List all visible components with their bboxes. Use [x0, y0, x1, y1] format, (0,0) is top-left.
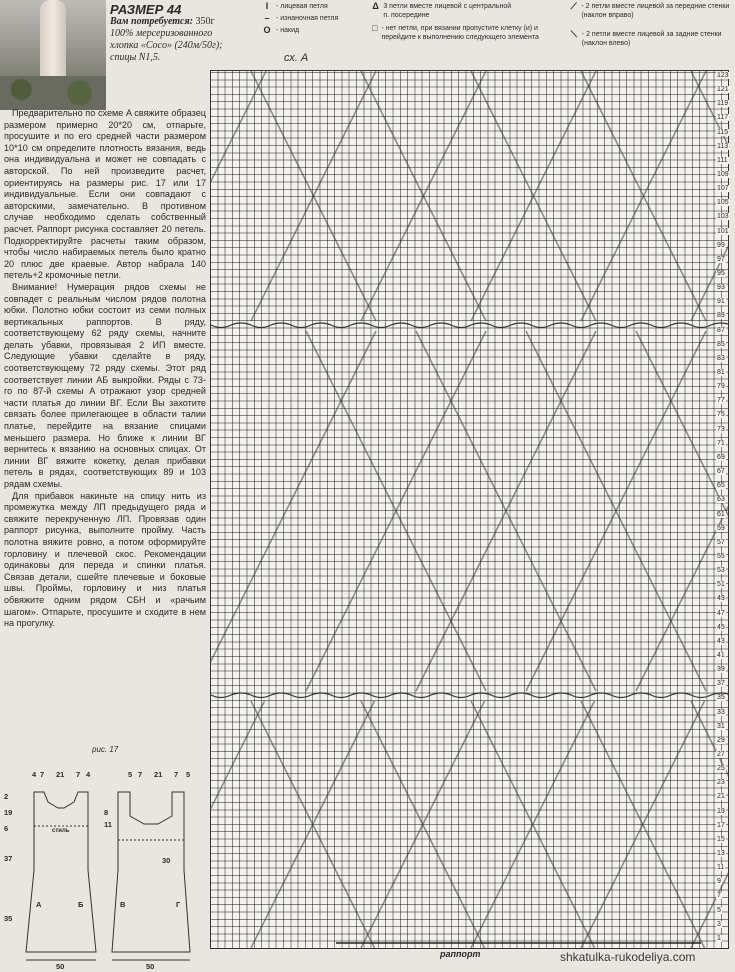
scallop-line: [211, 323, 728, 328]
row-number: 117: [717, 114, 729, 122]
row-number: 27: [717, 750, 725, 758]
yarn-line-1: 100% мерсеризованного: [110, 28, 213, 39]
figure-label: рис. 17: [92, 745, 119, 754]
dress-outline: [0, 762, 210, 967]
row-number: 123: [717, 72, 729, 79]
row-number: 57: [717, 538, 725, 546]
row-number: 1: [717, 934, 721, 942]
row-number: 35: [717, 694, 725, 702]
symbol-legend: [258, 0, 735, 60]
size-title: РАЗМЕР 44: [110, 2, 182, 17]
motif-diagonal: [211, 331, 376, 691]
row-number: 99: [717, 241, 725, 249]
row-number: 5: [717, 906, 721, 914]
row-number: 21: [717, 793, 725, 801]
model-photo: [0, 0, 106, 110]
row-number: 25: [717, 765, 725, 773]
row-number: 107: [717, 185, 729, 193]
row-number: 67: [717, 468, 725, 476]
row-number: 31: [717, 722, 725, 730]
row-number: 91: [717, 298, 725, 306]
row-number: 113: [717, 142, 729, 150]
legend-2tog-left: ⟍ - 2 петли вместе лицевой за задние стенки (наклон влево): [570, 29, 722, 47]
scheme-label: сх. A: [284, 52, 309, 64]
row-number: 47: [717, 609, 725, 617]
row-number: 73: [717, 425, 725, 433]
row-number: 3: [717, 920, 721, 928]
row-number: 69: [717, 453, 725, 461]
row-number: 101: [717, 227, 729, 235]
row-number: 83: [717, 354, 725, 362]
instructions-paragraph-3: Для прибавок накиньте на спицу нить из промежутка между ЛП предыдущего ряда и свяжите перекрученную ЛП. Провязав один раппорт рисунка, выполните пройму. Часть полотна вяжите ровно, а потом оформируйте горловину и плечевой скос. Рекомендации одинаковы для переда и спинки платья. Связав детали, сшейте плечевые и боковые швы. Проймы, горловину и низ платья обвяжите одним рядом СБН и «рачьим шагом». Отпарьте, просушите и сходите в нем на прогулку.: [4, 490, 206, 629]
row-number: 45: [717, 623, 725, 631]
row-number: 115: [717, 128, 729, 136]
row-number: 17: [717, 821, 725, 829]
row-number: 89: [717, 312, 725, 320]
row-number: 53: [717, 567, 725, 575]
photo-plants: [0, 76, 106, 110]
row-number: 33: [717, 708, 725, 716]
chart-motifs: [211, 71, 728, 948]
legend-knit: I - лицевая петля: [265, 1, 328, 11]
requirement-label: Вам потребуется:: [110, 16, 193, 27]
row-number: 97: [717, 255, 725, 263]
row-number: 41: [717, 651, 725, 659]
motif-diagonal: [211, 71, 266, 321]
row-number: 51: [717, 581, 725, 589]
row-number: 109: [717, 171, 729, 179]
row-number: 65: [717, 482, 725, 490]
row-number: 39: [717, 666, 725, 674]
row-number: 79: [717, 383, 725, 391]
row-number: 9: [717, 878, 721, 886]
needles: спицы N1,5.: [110, 52, 161, 63]
row-number: 37: [717, 680, 725, 688]
row-number: 15: [717, 835, 725, 843]
row-number: 93: [717, 284, 725, 292]
instructions-paragraph-2: Внимание! Нумерация рядов схемы не совпадет с реальным числом рядов полотна юбки. Полотно юбки состоит из семи полных вертикальных раппортов. В ряду, соответствующему 62 ряду схемы, начните делать убавки, провязывая 2 ИП вместе. Следующие убавки сделайте в ряду, соответствующему 72 ряду схемы. Этот ряд соответствует линии АБ выкройки. Ряды с 73-го по 87-й схемы A отражают узор средней части платья до линии ВГ. Если Вы захотите связать более прилегающее в области талии платье, перейдите на вязание спицами меньшего размера. Но ближе к линии ВГ вернитесь к вязанию на основных спицах. От линии ВГ вяжите кокетку, делая прибавки петель в рядах, соответствующих 89 и 103 рядам схемы.: [4, 281, 206, 489]
row-number: 49: [717, 595, 725, 603]
row-number: 87: [717, 326, 725, 334]
instructions-text: [4, 108, 206, 630]
legend-2tog-right: ⟋ - 2 петли вместе лицевой за передние стенки (наклон вправо): [570, 1, 730, 19]
requirement-amount: 350г: [195, 16, 215, 27]
site-watermark: shkatulka-rukodeliya.com: [560, 950, 696, 964]
row-number: 111: [717, 156, 728, 164]
row-number: 105: [717, 199, 729, 207]
legend-no-stitch: □ - нет петли, при вязании пропустите клетку (и) и перейдите к выполнению следующего элемента: [372, 23, 539, 41]
row-number: 63: [717, 496, 725, 504]
row-number: 103: [717, 213, 729, 221]
materials-block: [110, 4, 260, 64]
row-number: 23: [717, 779, 725, 787]
row-number: 95: [717, 270, 725, 278]
row-number: 43: [717, 637, 725, 645]
row-number: 121: [717, 86, 729, 94]
row-number: 75: [717, 411, 725, 419]
row-number: 61: [717, 510, 725, 518]
row-number: 7: [717, 892, 721, 900]
instructions-paragraph-1: Предварительно по схеме A свяжите образец размером примерно 20*20 см, отпарьте, просушите и по его средней части размером 10*10 см определите плотность вязания, ведь она индивидуальна и может не совпадать с авторской. По ней произведите расчет, ориентируясь на размеры рис. 17 или 17 индивидуальные. Если они совпадают с авторскими, замечательно. В противном случае необходимо сделать собственный расчет. Раппорт рисунка составляет 20 петель. Подкорректируйте расчеты таким образом, чтобы число набираемых петель было кратно 20 плюс две краевые. Автор набрала 140 петель+2 кромочные петли.: [4, 108, 206, 281]
legend-yarn-over: O - накид: [263, 25, 300, 35]
row-number: 29: [717, 736, 725, 744]
legend-3tog: Δ 3 петли вместе лицевой с центральной п. посередине: [372, 1, 512, 19]
row-number: 11: [717, 864, 725, 872]
row-number: 71: [717, 439, 725, 447]
dress-schematic: 4 7 21 7 4 5 7 21 7 5 2 19 6 37 35 8 11 стиль 30 50 50 A Б В Г: [0, 762, 210, 967]
row-number: 55: [717, 552, 725, 560]
row-number: 19: [717, 807, 725, 815]
row-numbers: [714, 70, 735, 947]
repeat-label: раппорт: [440, 949, 481, 959]
row-number: 85: [717, 340, 725, 348]
yarn-line-2: хлопка «Coco» (240м/50г);: [110, 40, 223, 51]
legend-purl: – - изнаночная петля: [264, 13, 339, 23]
motif-diagonal: [211, 701, 265, 948]
knitting-chart: [210, 70, 729, 949]
row-number: 81: [717, 369, 725, 377]
row-number: 59: [717, 524, 725, 532]
row-number: 13: [717, 849, 725, 857]
row-number: 77: [717, 397, 725, 405]
scallop-line: [211, 693, 728, 698]
row-number: 119: [717, 100, 729, 108]
